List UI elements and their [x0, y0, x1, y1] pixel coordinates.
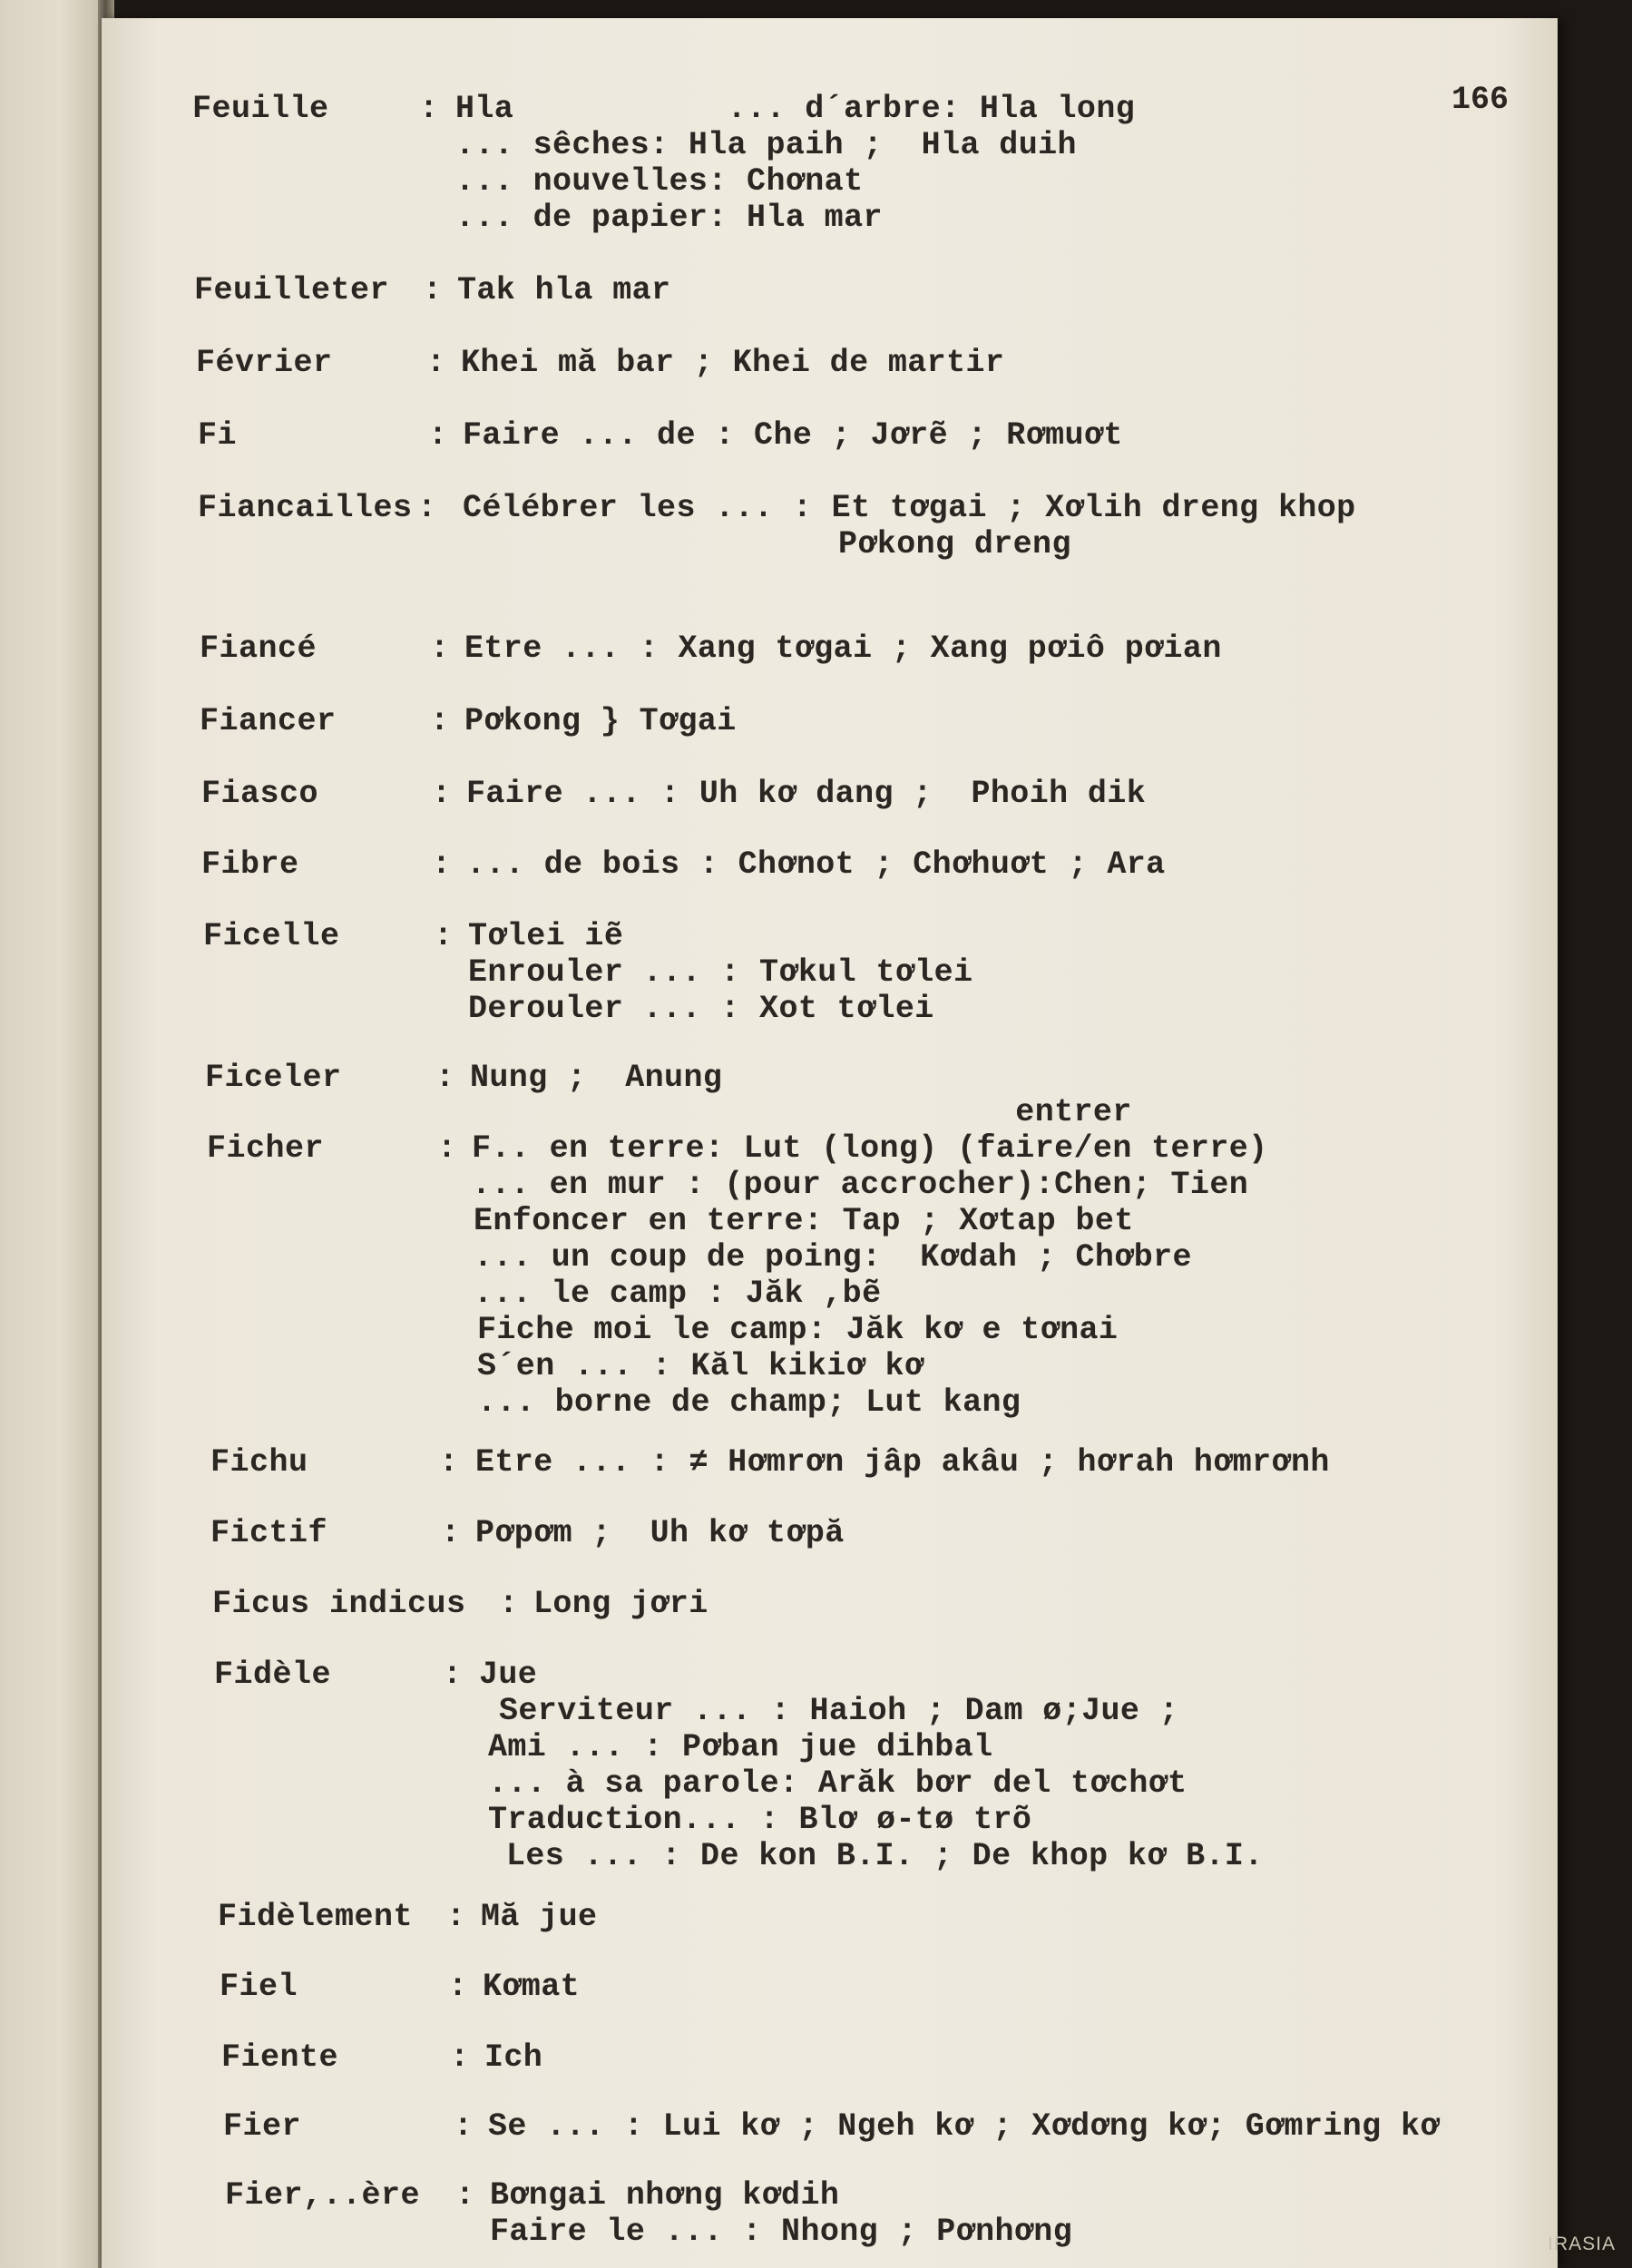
headword: Fichu — [210, 1444, 308, 1481]
definition-line: ... le camp : Jăk ,bẽ — [474, 1276, 882, 1312]
dictionary-page — [102, 18, 1558, 2268]
definition-line: Faire ... : Uh kơ dang ; Phoih dik — [466, 776, 1147, 812]
separator-colon: : — [430, 631, 450, 667]
definition-line: S´en ... : Kăl kikiơ kơ — [477, 1348, 924, 1384]
separator-colon: : — [455, 2177, 475, 2214]
definition-line: Khei mă bar ; Khei de martir — [461, 345, 1005, 381]
definition-line: Long jơri — [533, 1586, 709, 1622]
definition-line: Ami ... : Pơban jue dihbal — [488, 1729, 993, 1765]
separator-colon: : — [426, 345, 446, 381]
definition-line: ... sêches: Hla paih ; Hla duih — [455, 127, 1077, 163]
separator-colon: : — [432, 776, 452, 812]
headword: Fiasco — [201, 776, 319, 812]
headword: Ficher — [207, 1130, 325, 1167]
definition-line: Bơngai nhơng kơdih — [490, 2177, 840, 2214]
headword: Fictif — [210, 1515, 328, 1551]
headword: Fiancer — [200, 703, 337, 739]
definition-line: Ich — [484, 2039, 543, 2076]
definition-line: Serviteur ... : Haioh ; Dam ø;Jue ; — [499, 1693, 1179, 1729]
definition-line: Etre ... : Xang tơgai ; Xang pơiô pơian — [464, 631, 1222, 667]
separator-colon: : — [417, 490, 437, 526]
separator-colon: : — [441, 1515, 461, 1551]
definition-line: Hla ... d´arbre: Hla long — [455, 91, 1136, 127]
headword: Fiancé — [200, 631, 318, 667]
watermark: IRASIA — [1548, 2234, 1616, 2254]
definition-line: Mă jue — [481, 1899, 598, 1935]
definition-line: ... de papier: Hla mar — [455, 200, 883, 236]
definition-line: Kơmat — [483, 1969, 581, 2005]
headword: Février — [196, 345, 333, 381]
definition-line: ... borne de champ; Lut kang — [477, 1384, 1021, 1421]
separator-colon: : — [434, 918, 454, 954]
headword: Fier — [223, 2108, 302, 2145]
previous-page-edge — [0, 0, 109, 2268]
definition-line: Jue — [479, 1657, 538, 1693]
definition-line: Pơpơm ; Uh kơ tơpă — [475, 1515, 845, 1551]
separator-colon: : — [499, 1586, 519, 1622]
separator-colon: : — [430, 703, 450, 739]
definition-line: ... un coup de poing: Kơdah ; Chơbre — [474, 1239, 1192, 1276]
separator-colon: : — [419, 91, 439, 127]
headword: Ficus indicus — [212, 1586, 466, 1622]
definition-line: Pơkong dreng — [838, 526, 1071, 562]
separator-colon: : — [446, 1899, 466, 1935]
definition-line: ... à sa parole: Arăk bơr del tơchơt — [488, 1765, 1187, 1802]
definition-line: ... de bois : Chơnot ; Chơhuơt ; Ara — [466, 846, 1166, 883]
headword: Fidèle — [214, 1657, 332, 1693]
definition-line: Nung ; Anung — [470, 1060, 723, 1096]
definition-line: Fiche moi le camp: Jăk kơ e tơnai — [477, 1312, 1119, 1348]
separator-colon: : — [435, 1060, 455, 1096]
separator-colon: : — [450, 2039, 470, 2076]
definition-line: Célébrer les ... : Et tơgai ; Xơlih dreng khop — [463, 490, 1356, 526]
definition-line: Tak hla mar — [457, 272, 671, 308]
definition-line: Tơlei iẽ — [468, 918, 624, 954]
separator-colon: : — [439, 1444, 459, 1481]
separator-colon: : — [428, 417, 448, 454]
headword: Fier,..ère — [225, 2177, 421, 2214]
definition-line: F.. en terre: Lut (long) (faire/en terre) — [472, 1130, 1268, 1167]
definition-line: ... nouvelles: Chơnat — [455, 163, 864, 200]
separator-colon: : — [448, 1969, 468, 2005]
entry-list — [102, 18, 1558, 2268]
page-number: 166 — [1451, 82, 1510, 118]
bleed-through-mark — [54, 363, 82, 386]
definition-line: Les ... : De kon B.I. ; De khop kơ B.I. — [506, 1838, 1264, 1874]
definition-line: Faire ... de : Che ; Jơrẽ ; Rơmuơt — [463, 417, 1123, 454]
definition-line: Faire le ... : Nhong ; Pơnhơng — [490, 2214, 1073, 2250]
headword: Ficeler — [205, 1060, 342, 1096]
headword: Fibre — [201, 846, 299, 883]
separator-colon: : — [437, 1130, 457, 1167]
headword: Ficelle — [203, 918, 340, 954]
headword: Fi — [198, 417, 238, 454]
headword: Fiel — [220, 1969, 298, 2005]
definition-line: Enrouler ... : Tơkul tơlei — [468, 954, 973, 991]
definition-annotation: entrer — [472, 1094, 1132, 1130]
headword: Fiancailles — [198, 490, 413, 526]
definition-line: Etre ... : ≠ Hơmrơn jâp akâu ; hơrah hơmrơnh — [475, 1444, 1330, 1481]
headword: Fidèlement — [218, 1899, 414, 1935]
headword: Fiente — [221, 2039, 339, 2076]
headword: Feuille — [192, 91, 329, 127]
definition-line: Pơkong } Tơgai — [464, 703, 737, 739]
headword: Feuilleter — [194, 272, 390, 308]
separator-colon: : — [432, 846, 452, 883]
separator-colon: : — [443, 1657, 463, 1693]
separator-colon: : — [454, 2108, 474, 2145]
definition-line: ... en mur : (pour accrocher):Chen; Tien — [472, 1167, 1249, 1203]
definition-line: Enfoncer en terre: Tap ; Xơtap bet — [474, 1203, 1134, 1239]
definition-line: Traduction... : Blơ ø-tø trõ — [488, 1802, 1032, 1838]
definition-line: Derouler ... : Xot tơlei — [468, 991, 934, 1027]
definition-line: Se ... : Lui kơ ; Ngeh kơ ; Xơdơng kơ; Gơmring kơ — [488, 2108, 1440, 2145]
separator-colon: : — [423, 272, 443, 308]
